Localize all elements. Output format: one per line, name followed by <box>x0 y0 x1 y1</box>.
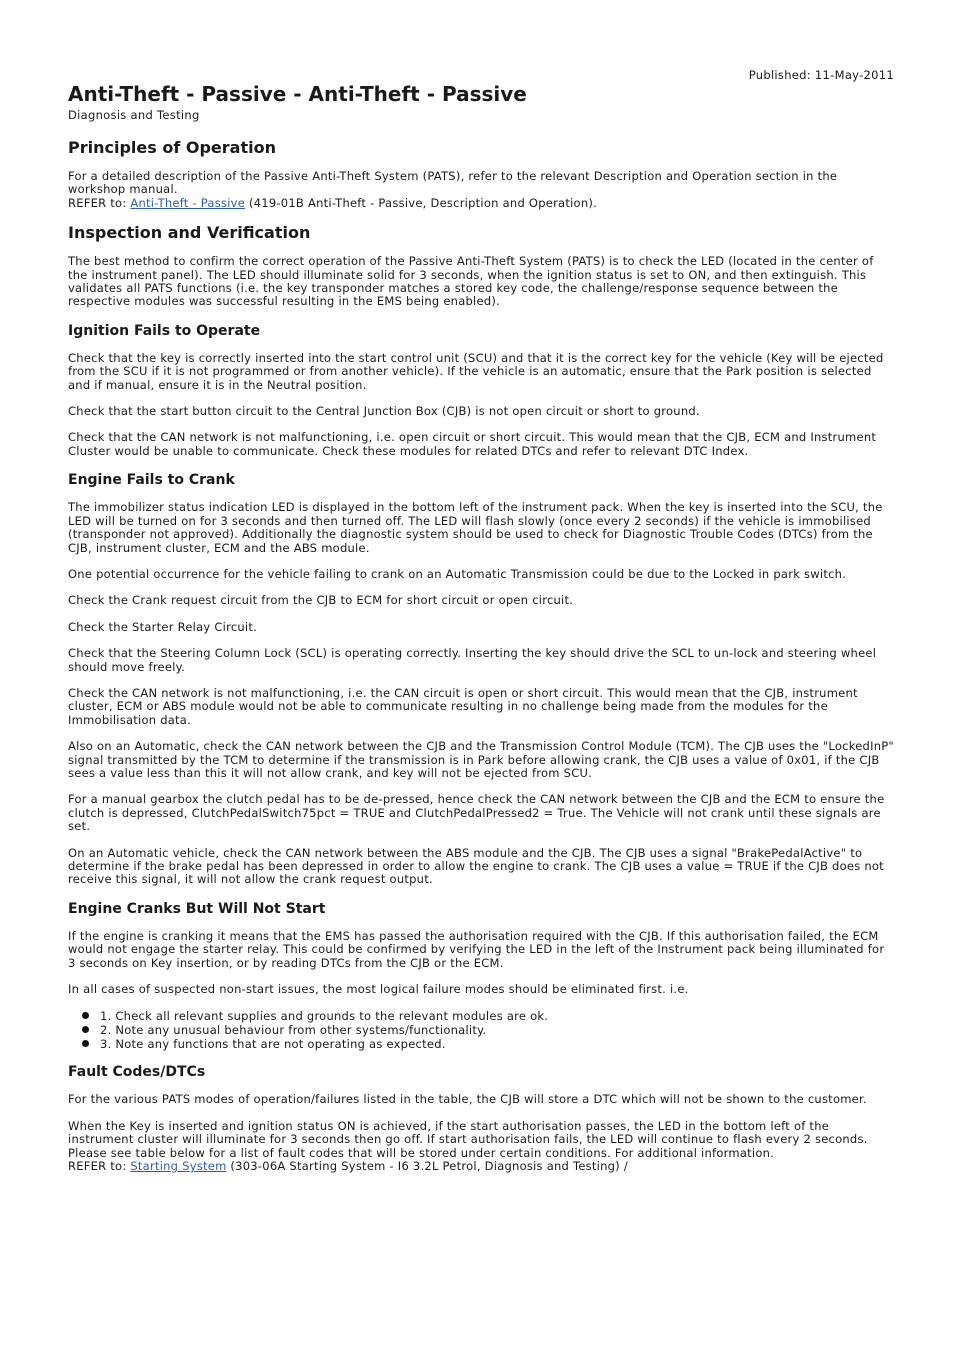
subsection-heading: Engine Fails to Crank <box>68 472 235 489</box>
list-item <box>100 1037 894 1051</box>
paragraph: On an Automatic vehicle, check the CAN network between the ABS module and the CJB. The CJB uses a signal "BrakePedalActive" to determine if the brake pedal has been depressed in order to allow the engine to crank. The CJB uses a value = TRUE if the CJB does not receive this signal, it will not allow the crank request output. <box>68 845 884 887</box>
section-engine-fails <box>68 471 894 887</box>
refer-prefix: REFER to: <box>68 195 131 210</box>
section-heading: Inspection and Verification <box>68 223 311 243</box>
section-principles <box>68 138 894 210</box>
section-ignition-fails <box>68 322 894 458</box>
refer-prefix: REFER to: <box>68 1159 131 1174</box>
section-fault-codes <box>68 1063 894 1173</box>
steps-list <box>68 1009 894 1051</box>
refer-line <box>68 197 894 210</box>
bullet-icon <box>82 1026 89 1033</box>
paragraph: Check that the start button circuit to the Central Junction Box (CJB) is not open circuit or short to ground. <box>68 404 700 419</box>
document-body <box>68 138 894 1186</box>
paragraph-text: When the Key is inserted and ignition status ON is achieved, if the start authorisation passes, the LED in the bottom left of the instrument cluster will illuminate for 3 seconds then go off. If start authorisation fails, the LED will continue to flash every 2 seconds. Please see table below for a list of fault codes that will be stored under certain conditions. For additional information. <box>68 1118 868 1160</box>
paragraph: Check that the Steering Column Lock (SCL) is operating correctly. Inserting the key should drive the SCL to un-lock and steering wheel should move freely. <box>68 646 877 674</box>
published-date: Published: 11-May-2011 <box>748 68 894 82</box>
paragraph: Also on an Automatic, check the CAN network between the CJB and the Transmission Control Module (TCM). The CJB uses the "LockedInP" signal transmitted by the TCM to determine if the transmission is in Park before allowing crank, the CJB uses a value of 0x01, if the CJB sees a value less than this it will not allow crank, and key will not be ejected from SCU. <box>68 739 894 780</box>
paragraph: Check that the CAN network is not malfunctioning, i.e. open circuit or short circuit. This would mean that the CJB, ECM and Instrument Cluster would be unable to communicate. Check these modules for related DTCs and refer to relevant DTC Index. <box>68 430 877 458</box>
bullet-icon <box>82 1012 89 1019</box>
paragraph: The best method to confirm the correct operation of the Passive Anti-Theft System (PATS) is to check the LED (located in the center of the instrument panel). The LED should illuminate solid for 3 seconds, when the ignition status is set to ON, and then extinguish. This validates all PATS functions (i.e. the key transponder matches a stored key code, the challenge/response sequence between the respective modules was successful resulting in the EMS being enabled). <box>68 254 874 309</box>
paragraph: For a manual gearbox the clutch pedal has to be de-pressed, hence check the CAN network between the CJB and the ECM to ensure the clutch is depressed, ClutchPedalSwitch75pct = TRUE and ClutchPedalPressed2 = True. The Vehicle will not crank until these signals are set. <box>68 792 885 834</box>
subsection-heading: Engine Cranks But Will Not Start <box>68 900 326 917</box>
page-subtitle: Diagnosis and Testing <box>68 108 200 122</box>
paragraph-text: For a detailed description of the Passive Anti-Theft System (PATS), refer to the relevant Description and Operation section in the workshop manual. <box>68 169 838 197</box>
paragraph: One potential occurrence for the vehicle failing to crank on an Automatic Transmission could be due to the Locked in park switch. <box>68 566 847 581</box>
paragraph: Check the Crank request circuit from the CJB to ECM for short circuit or open circuit. <box>68 593 574 608</box>
list-item <box>100 1009 894 1023</box>
section-cranks-wont-start <box>68 900 894 1052</box>
subsection-heading: Fault Codes/DTCs <box>68 1064 206 1081</box>
list-item-text: 3. Note any functions that are not operating as expected. <box>100 1037 446 1052</box>
page-title: Anti-Theft - Passive - Anti-Theft - Passive <box>68 82 527 106</box>
paragraph: In all cases of suspected non-start issues, the most logical failure modes should be eliminated first. i.e. <box>68 982 689 997</box>
link-anti-theft-passive[interactable]: Anti-Theft - Passive <box>130 195 246 210</box>
list-item <box>100 1023 894 1037</box>
paragraph: The immobilizer status indication LED is displayed in the bottom left of the instrument pack. When the key is inserted into the SCU, the LED will be turned on for 3 seconds and then turned off. The LED will flash slowly (once every 2 seconds) if the vehicle is immobilised (transponder not approved). Additionally the diagnostic system should be used to check for Diagnostic Trouble Codes (DTCs) from the CJB, instrument cluster, ECM and the ABS module. <box>68 500 883 555</box>
bullet-icon <box>82 1040 89 1047</box>
refer-line <box>68 1160 894 1173</box>
subsection-heading: Ignition Fails to Operate <box>68 322 261 339</box>
refer-suffix: (419-01B Anti-Theft - Passive, Description and Operation). <box>245 195 598 210</box>
paragraph: For the various PATS modes of operation/failures listed in the table, the CJB will store a DTC which will not be shown to the customer. <box>68 1092 867 1107</box>
paragraph: Check the CAN network is not malfunctioning, i.e. the CAN circuit is open or short circuit. This would mean that the CJB, instrument cluster, ECM or ABS module would not be able to communicate resulting in no challenge being made from the modules for the Immobilisation data. <box>68 685 858 727</box>
link-starting-system[interactable]: Starting System <box>130 1159 227 1174</box>
section-inspection <box>68 223 894 309</box>
refer-suffix: (303-06A Starting System - I6 3.2L Petrol, Diagnosis and Testing) / <box>226 1159 628 1174</box>
list-item-text: 1. Check all relevant supplies and grounds to the relevant modules are ok. <box>100 1009 549 1024</box>
paragraph: Check that the key is correctly inserted into the start control unit (SCU) and that it is the correct key for the vehicle (Key will be ejected from the SCU if it is not programmed or from another vehicle). If the vehicle is an automatic, ensure that the Park position is selected and if manual, ensure it is in the Neutral position. <box>68 350 884 392</box>
list-item-text: 2. Note any unusual behaviour from other systems/functionality. <box>100 1023 487 1038</box>
paragraph: If the engine is cranking it means that the EMS has passed the authorisation required with the CJB. If this authorisation failed, the ECM would not engage the starter relay. This could be confirmed by verifying the LED in the left of the Instrument pack being illuminated for 3 seconds on Key insertion, or by reading DTCs from the CJB or the ECM. <box>68 928 885 970</box>
section-heading: Principles of Operation <box>68 138 276 157</box>
paragraph <box>68 170 894 210</box>
paragraph: Check the Starter Relay Circuit. <box>68 619 258 634</box>
paragraph <box>68 1120 894 1174</box>
